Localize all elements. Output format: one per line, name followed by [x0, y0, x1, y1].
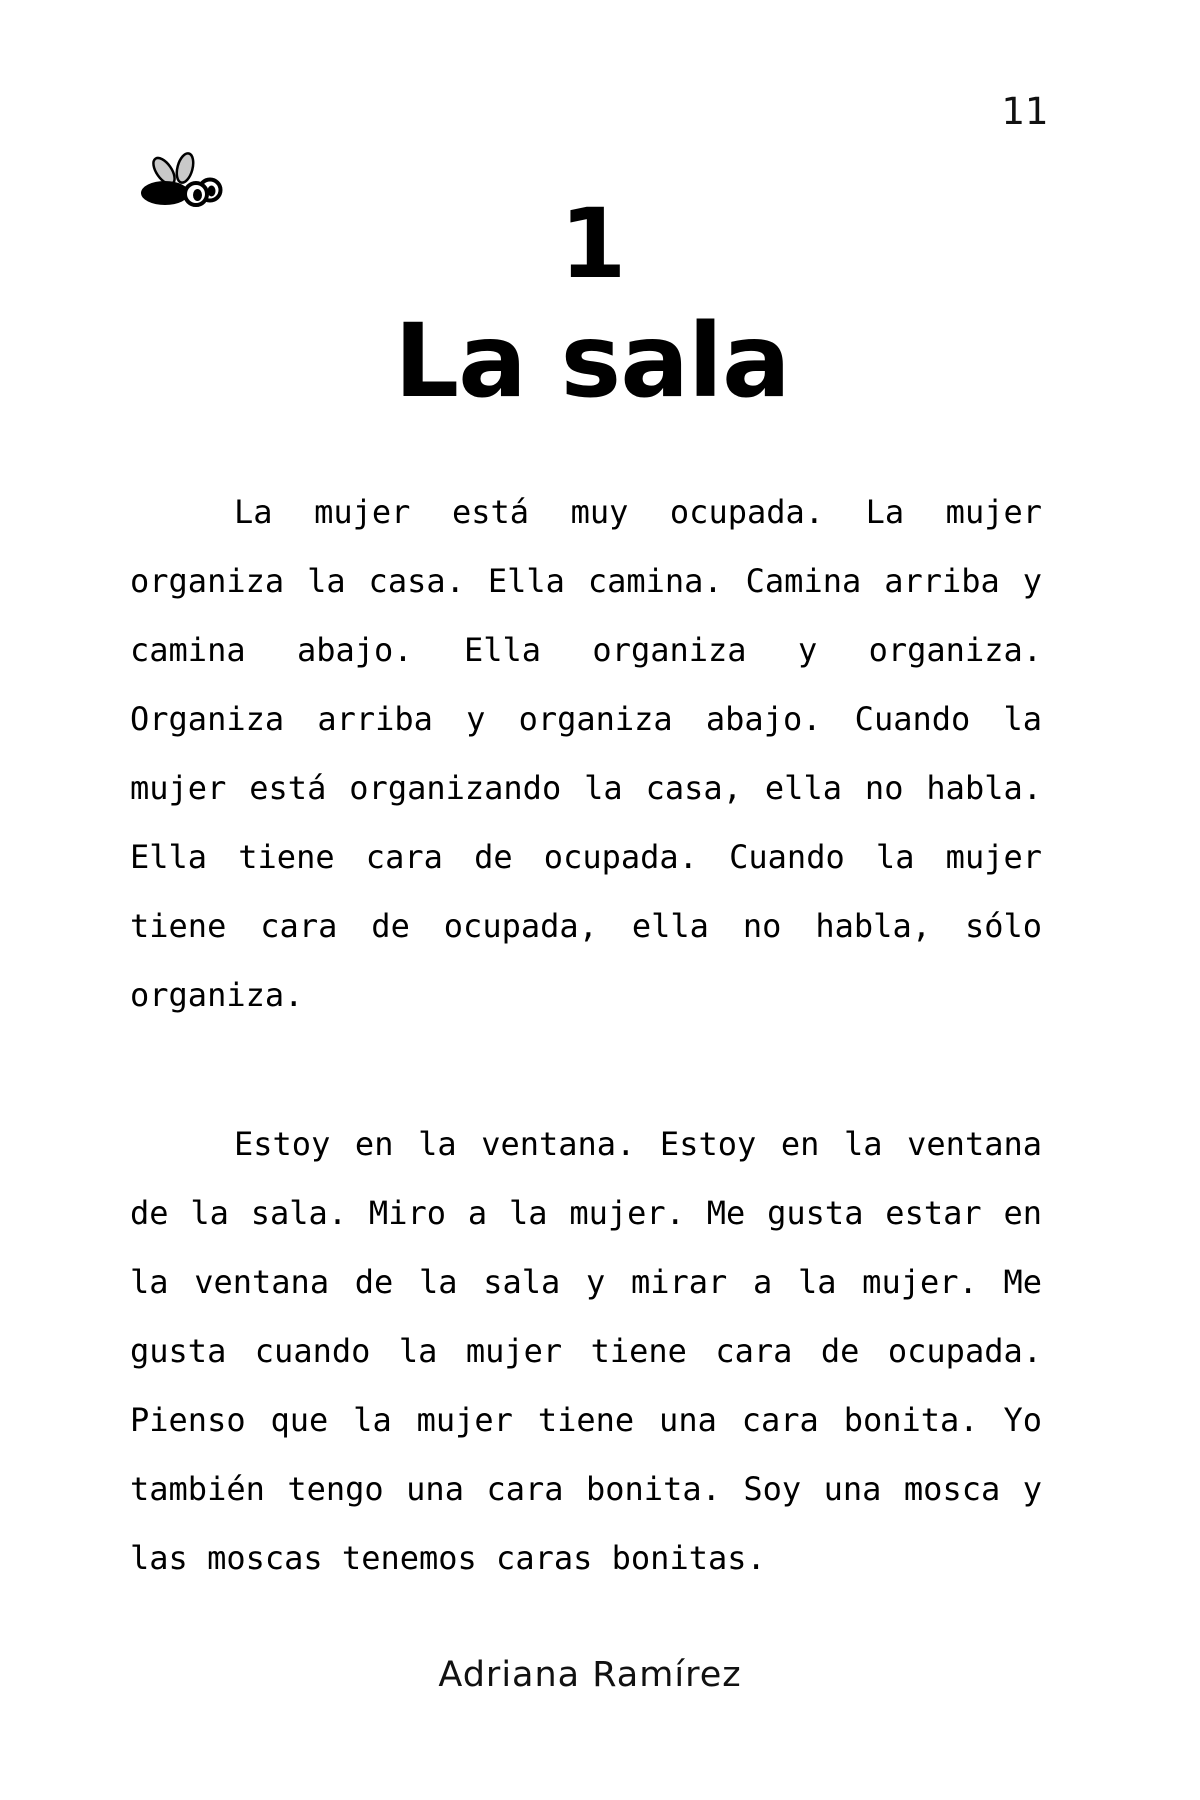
text-line: La mujer está muy ocupada. La mujer	[234, 493, 1042, 531]
text-line: Ella tiene cara de ocupada. Cuando la mujer	[130, 838, 1042, 876]
text-line: tiene cara de ocupada, ella no habla, sólo	[130, 907, 1042, 945]
text-line: camina abajo. Ella organiza y organiza.	[130, 631, 1042, 669]
text-line: Estoy en la ventana. Estoy en la ventana	[234, 1125, 1042, 1163]
paragraph-2	[130, 1110, 1042, 1593]
chapter-title: La sala	[394, 302, 790, 421]
text-line: mujer está organizando la casa, ella no habla.	[130, 769, 1042, 807]
author-footer: Adriana Ramírez	[438, 1655, 742, 1695]
paragraph-1	[130, 478, 1042, 1030]
text-line: gusta cuando la mujer tiene cara de ocupada.	[130, 1332, 1042, 1370]
text-line: de la sala. Miro a la mujer. Me gusta estar en	[130, 1194, 1042, 1232]
story-text	[130, 478, 1042, 1593]
text-line: la ventana de la sala y mirar a la mujer. Me	[130, 1263, 1042, 1301]
text-line: organiza la casa. Ella camina. Camina arriba y	[130, 562, 1042, 600]
text-line: organiza.	[130, 976, 304, 1014]
text-line: Organiza arriba y organiza abajo. Cuando la	[130, 700, 1042, 738]
text-line: las moscas tenemos caras bonitas.	[130, 1539, 766, 1577]
text-line: también tengo una cara bonita. Soy una mosca y	[130, 1470, 1042, 1508]
chapter-number: 1	[559, 188, 625, 300]
page-number: 11	[1001, 90, 1049, 133]
text-line: Pienso que la mujer tiene una cara bonita. Yo	[130, 1401, 1042, 1439]
